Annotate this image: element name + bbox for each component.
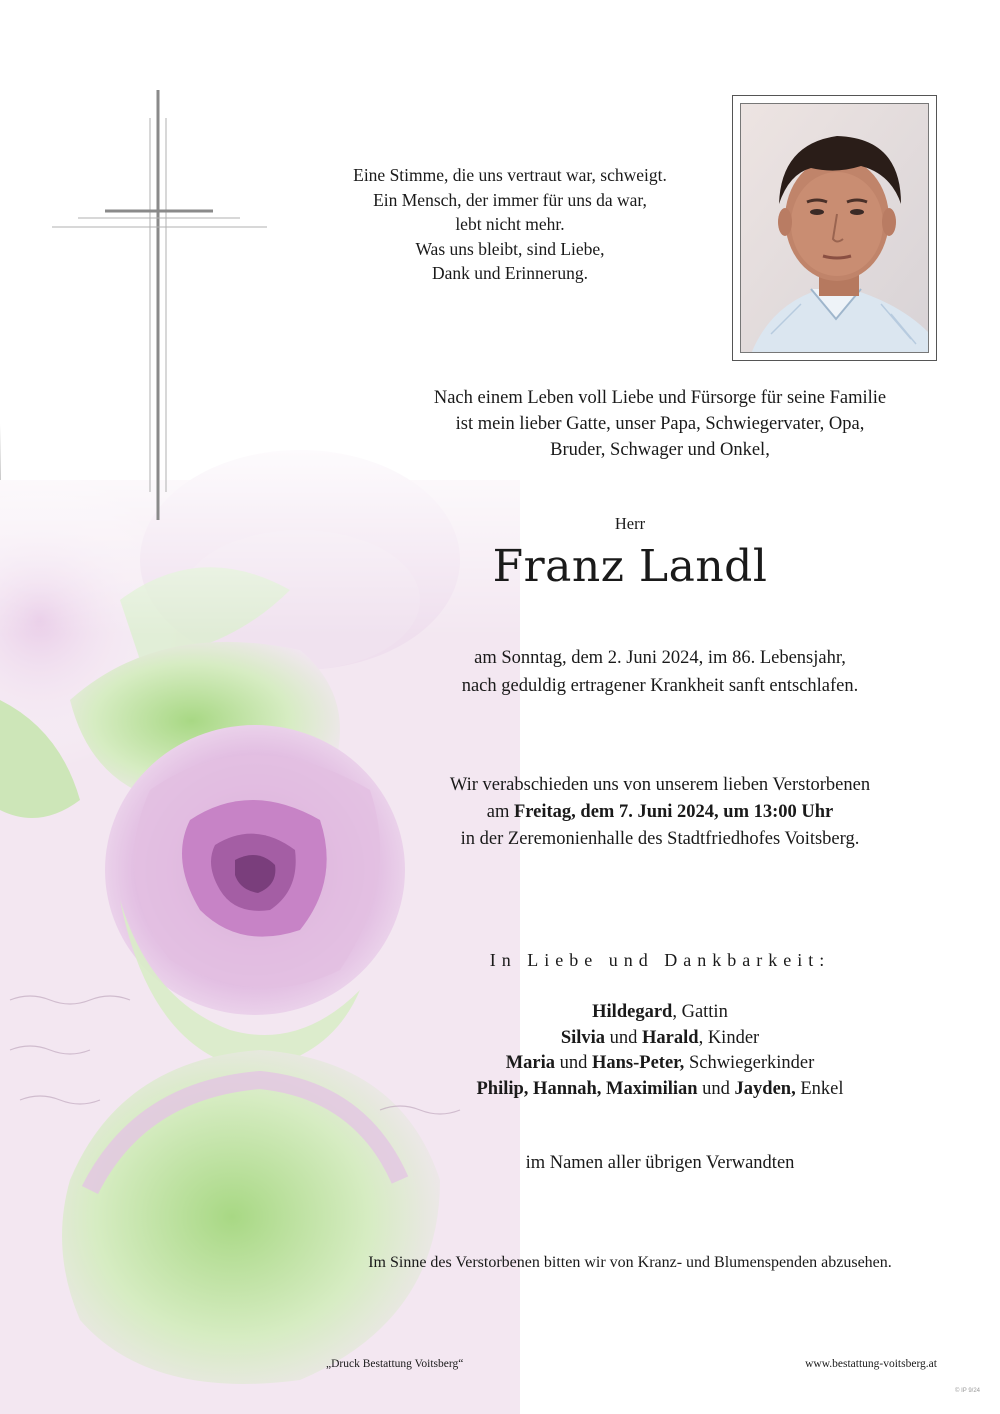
service-location: in der Zeremonienhalle des Stadtfriedhofes Voitsberg.: [460, 829, 860, 849]
intro-text: [330, 385, 990, 463]
salutation: Herr: [614, 514, 646, 533]
intro-line: Nach einem Leben voll Liebe und Fürsorge für seine Familie: [433, 388, 887, 408]
service-line: Wir verabschieden uns von unserem lieben Verstorbenen: [449, 775, 871, 795]
mourner-relation: , Gattin: [672, 1002, 728, 1022]
service-prefix: am: [486, 802, 514, 822]
service-date-line: [330, 799, 990, 826]
intro-line: Bruder, Schwager und Onkel,: [550, 440, 770, 460]
funeral-service: [330, 772, 990, 853]
portrait-frame: [732, 95, 937, 361]
mourners-title: In Liebe und Dankbarkeit:: [489, 950, 831, 970]
mourner-row: [330, 1026, 990, 1052]
poem-line: Dank und Erinnerung.: [431, 263, 588, 283]
website-link[interactable]: www.bestattung-voitsberg.at: [805, 1358, 937, 1370]
printer-credit: „Druck Bestattung Voitsberg“: [326, 1358, 464, 1370]
deceased-name: Franz Landl: [492, 541, 768, 592]
death-notice: [330, 644, 990, 700]
mourner-name: Hildegard: [592, 1002, 673, 1022]
death-line: am Sonntag, dem 2. Juni 2024, im 86. Lebensjahr,: [474, 648, 846, 668]
mourners-list: [330, 1000, 990, 1102]
mourner-row: [330, 1000, 990, 1026]
mourner-relation: Enkel: [795, 1078, 844, 1099]
mourner-conjunction: und: [697, 1078, 735, 1099]
mourner-relation: Schwiegerkinder: [684, 1053, 815, 1073]
mourner-relation: , Kinder: [698, 1027, 760, 1048]
mourner-name: Jayden,: [734, 1078, 796, 1099]
mourner-name: Harald: [642, 1027, 699, 1048]
poem-line: Ein Mensch, der immer für uns da war,: [373, 189, 647, 210]
mourner-name: Hans-Peter,: [592, 1053, 685, 1073]
portrait-photo: [740, 103, 929, 353]
intro-line: ist mein lieber Gatte, unser Papa, Schwiegervater, Opa,: [455, 414, 865, 434]
mourner-row: [330, 1077, 990, 1103]
poem-line: Was uns bleibt, sind Liebe,: [415, 238, 605, 259]
poem-line: Eine Stimme, die uns vertraut war, schweigt.: [353, 165, 667, 185]
cross-icon: [50, 88, 270, 528]
poem: [300, 163, 720, 286]
death-line: nach geduldig ertragener Krankheit sanft entschlafen.: [461, 676, 859, 696]
mourner-conjunction: und: [605, 1027, 643, 1048]
mourner-conjunction: und: [555, 1053, 592, 1073]
mourner-name: Silvia: [560, 1027, 606, 1048]
service-date: Freitag, dem 7. Juni 2024, um 13:00 Uhr: [513, 802, 834, 822]
flower-request: Im Sinne des Verstorbenen bitten wir von Kranz- und Blumenspenden abzusehen.: [368, 1254, 892, 1271]
mourner-name: Philip, Hannah, Maximilian: [476, 1078, 698, 1099]
poem-line: lebt nicht mehr.: [455, 214, 565, 234]
print-mark: © IP 9/24: [955, 1388, 980, 1394]
mourner-name: Maria: [505, 1053, 555, 1073]
mourner-row: [330, 1051, 990, 1077]
relatives-note: im Namen aller übrigen Verwandten: [525, 1153, 795, 1173]
